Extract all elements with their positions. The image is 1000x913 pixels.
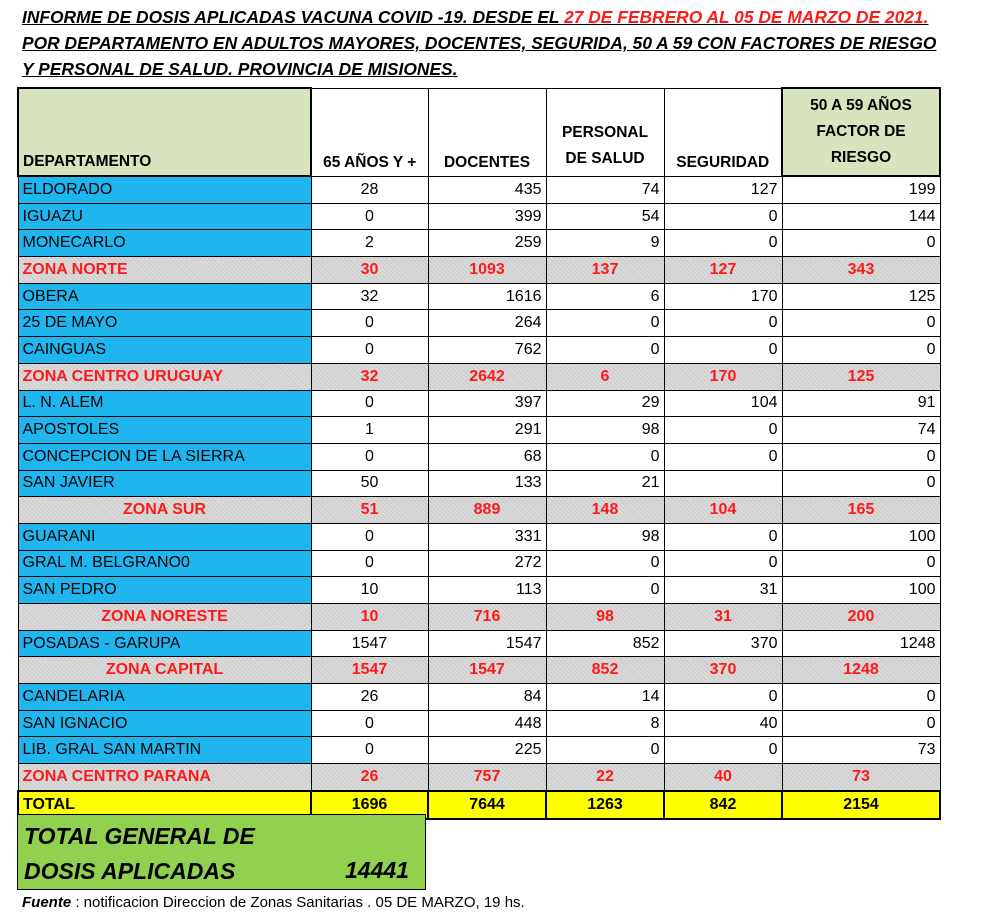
department-name: SAN JAVIER [18, 470, 311, 497]
cell-value: 1 [311, 417, 428, 444]
zone-name: ZONA NORTE [18, 257, 311, 284]
table-row [18, 710, 940, 737]
cell-value: 10 [311, 577, 428, 604]
table-row [18, 470, 940, 497]
zone-name: ZONA CAPITAL [18, 657, 311, 684]
zone-subtotal-row [18, 363, 940, 390]
cell-value: 272 [428, 550, 546, 577]
cell-value: 852 [546, 630, 664, 657]
cell-value: 98 [546, 604, 664, 631]
cell-value: 331 [428, 523, 546, 550]
title-dates: 27 DE FEBRERO AL 05 DE MARZO DE 2021. [564, 7, 929, 27]
cell-value: 264 [428, 310, 546, 337]
cell-value: 0 [311, 443, 428, 470]
cell-value: 448 [428, 710, 546, 737]
cell-value: 343 [782, 257, 940, 284]
cell-value: 0 [311, 310, 428, 337]
grand-total-value: 14441 [345, 857, 409, 883]
cell-value: 40 [664, 710, 782, 737]
cell-value: 757 [428, 764, 546, 791]
department-name: 25 DE MAYO [18, 310, 311, 337]
table-row [18, 176, 940, 203]
cell-value: 2642 [428, 363, 546, 390]
department-name: CONCEPCION DE LA SIERRA [18, 443, 311, 470]
department-name: SAN IGNACIO [18, 710, 311, 737]
cell-value: 170 [664, 363, 782, 390]
zone-subtotal-row [18, 497, 940, 524]
cell-value: 98 [546, 417, 664, 444]
cell-value: 127 [664, 257, 782, 284]
cell-value: 32 [311, 363, 428, 390]
total-value: 2154 [782, 791, 940, 819]
grand-total-box [17, 814, 426, 890]
title-line-2: POR DEPARTAMENTO EN ADULTOS MAYORES, DOCENTES, SEGURIDA, 50 A 59 CON FACTORES DE RIESGO [22, 33, 937, 53]
cell-value: 31 [664, 577, 782, 604]
cell-value: 125 [782, 363, 940, 390]
cell-value: 0 [664, 523, 782, 550]
header-riesgo-l3: RIESGO [830, 149, 892, 166]
cell-value: 1547 [428, 657, 546, 684]
department-name: GRAL M. BELGRANO0 [18, 550, 311, 577]
header-mayores: 65 AÑOS Y + [311, 88, 428, 176]
title-prefix: INFORME DE DOSIS APLICADAS VACUNA COVID -19. DESDE EL [22, 7, 565, 27]
table-row [18, 630, 940, 657]
cell-value: 8 [546, 710, 664, 737]
cell-value: 10 [311, 604, 428, 631]
table-row [18, 737, 940, 764]
title-line-3: Y PERSONAL DE SALUD. PROVINCIA DE MISIONES. [22, 59, 458, 79]
cell-value: 0 [664, 203, 782, 230]
source-footer [22, 894, 525, 911]
cell-value: 0 [546, 337, 664, 364]
grand-total-label-l2: DOSIS APLICADAS [24, 858, 236, 884]
cell-value: 74 [782, 417, 940, 444]
cell-value: 397 [428, 390, 546, 417]
table-row [18, 390, 940, 417]
cell-value: 6 [546, 283, 664, 310]
cell-value: 6 [546, 363, 664, 390]
cell-value: 1248 [782, 630, 940, 657]
cell-value: 200 [782, 604, 940, 631]
cell-value: 0 [311, 550, 428, 577]
cell-value: 259 [428, 230, 546, 257]
cell-value: 0 [782, 310, 940, 337]
cell-value: 0 [664, 550, 782, 577]
cell-value: 0 [546, 443, 664, 470]
header-personal-l2: DE SALUD [565, 149, 645, 167]
cell-value: 54 [546, 203, 664, 230]
department-name: APOSTOLES [18, 417, 311, 444]
cell-value: 0 [546, 577, 664, 604]
cell-value: 100 [782, 523, 940, 550]
cell-value: 399 [428, 203, 546, 230]
table-row [18, 550, 940, 577]
cell-value: 0 [782, 550, 940, 577]
cell-value: 30 [311, 257, 428, 284]
cell-value: 1616 [428, 283, 546, 310]
cell-value: 113 [428, 577, 546, 604]
cell-value: 852 [546, 657, 664, 684]
cell-value: 14 [546, 684, 664, 711]
cell-value: 91 [782, 390, 940, 417]
header-riesgo-l1: 50 A 59 AÑOS [810, 97, 912, 114]
header-riesgo-l2: FACTOR DE [816, 123, 906, 140]
cell-value: 435 [428, 176, 546, 203]
table-row [18, 283, 940, 310]
zone-name: ZONA CENTRO PARANA [18, 764, 311, 791]
cell-value: 26 [311, 764, 428, 791]
header-seguridad: SEGURIDAD [664, 88, 782, 176]
total-value: 1263 [546, 791, 664, 819]
header-personal-l1: PERSONAL [561, 123, 649, 141]
table-row [18, 310, 940, 337]
cell-value: 9 [546, 230, 664, 257]
cell-value: 148 [546, 497, 664, 524]
cell-value: 370 [664, 657, 782, 684]
cell-value: 370 [664, 630, 782, 657]
cell-value: 291 [428, 417, 546, 444]
cell-value: 165 [782, 497, 940, 524]
cell-value: 0 [311, 390, 428, 417]
cell-value: 40 [664, 764, 782, 791]
cell-value: 1248 [782, 657, 940, 684]
table-row [18, 577, 940, 604]
cell-value: 0 [664, 737, 782, 764]
cell-value: 104 [664, 497, 782, 524]
cell-value: 74 [546, 176, 664, 203]
department-name: MONECARLO [18, 230, 311, 257]
zone-name: ZONA CENTRO URUGUAY [18, 363, 311, 390]
source-label: Fuente [22, 894, 72, 911]
cell-value: 144 [782, 203, 940, 230]
cell-value: 170 [664, 283, 782, 310]
cell-value: 104 [664, 390, 782, 417]
cell-value: 73 [782, 764, 940, 791]
department-name: L. N. ALEM [18, 390, 311, 417]
cell-value: 100 [782, 577, 940, 604]
cell-value: 125 [782, 283, 940, 310]
cell-value: 1547 [311, 630, 428, 657]
table-row [18, 523, 940, 550]
cell-value: 0 [664, 443, 782, 470]
cell-value: 0 [664, 417, 782, 444]
cell-value: 0 [546, 310, 664, 337]
cell-value: 0 [664, 310, 782, 337]
header-departamento: DEPARTAMENTO [18, 88, 311, 176]
total-value: 7644 [428, 791, 546, 819]
doses-table [17, 87, 941, 820]
cell-value: 0 [664, 337, 782, 364]
table-row [18, 230, 940, 257]
cell-value: 22 [546, 764, 664, 791]
total-value: 1696 [311, 791, 428, 819]
cell-value: 28 [311, 176, 428, 203]
cell-value: 26 [311, 684, 428, 711]
cell-value: 0 [782, 684, 940, 711]
cell-value: 21 [546, 470, 664, 497]
zone-name: ZONA SUR [18, 497, 311, 524]
cell-value: 1093 [428, 257, 546, 284]
cell-value: 2 [311, 230, 428, 257]
cell-value: 762 [428, 337, 546, 364]
department-name: ELDORADO [18, 176, 311, 203]
table-row [18, 417, 940, 444]
cell-value: 50 [311, 470, 428, 497]
zone-subtotal-row [18, 657, 940, 684]
cell-value: 51 [311, 497, 428, 524]
cell-value: 0 [782, 710, 940, 737]
department-name: IGUAZU [18, 203, 311, 230]
department-name: OBERA [18, 283, 311, 310]
cell-value: 29 [546, 390, 664, 417]
total-label: TOTAL [18, 791, 311, 819]
cell-value: 0 [311, 523, 428, 550]
cell-value: 133 [428, 470, 546, 497]
cell-value: 32 [311, 283, 428, 310]
cell-value: 0 [311, 710, 428, 737]
total-value: 842 [664, 791, 782, 819]
table-row [18, 337, 940, 364]
cell-value: 0 [664, 684, 782, 711]
cell-value: 0 [782, 230, 940, 257]
report-title [22, 4, 997, 82]
header-factor-riesgo [782, 88, 940, 176]
cell-value [664, 470, 782, 497]
table-row [18, 203, 940, 230]
cell-value: 0 [782, 337, 940, 364]
cell-value: 137 [546, 257, 664, 284]
cell-value: 0 [311, 203, 428, 230]
department-name: CANDELARIA [18, 684, 311, 711]
cell-value: 0 [664, 230, 782, 257]
zone-name: ZONA NORESTE [18, 604, 311, 631]
zone-subtotal-row [18, 257, 940, 284]
header-docentes: DOCENTES [428, 88, 546, 176]
cell-value: 84 [428, 684, 546, 711]
department-name: CAINGUAS [18, 337, 311, 364]
cell-value: 225 [428, 737, 546, 764]
cell-value: 0 [311, 337, 428, 364]
cell-value: 199 [782, 176, 940, 203]
department-name: LIB. GRAL SAN MARTIN [18, 737, 311, 764]
zone-subtotal-row [18, 604, 940, 631]
cell-value: 716 [428, 604, 546, 631]
cell-value: 68 [428, 443, 546, 470]
table-row [18, 684, 940, 711]
zone-subtotal-row [18, 764, 940, 791]
table-body [18, 176, 940, 819]
cell-value: 889 [428, 497, 546, 524]
cell-value: 0 [782, 443, 940, 470]
grand-total-label [24, 819, 314, 889]
table-row [18, 443, 940, 470]
source-text: : notificacion Direccion de Zonas Sanitarias . 05 DE MARZO, 19 hs. [71, 894, 525, 911]
cell-value: 0 [546, 550, 664, 577]
header-personal-salud [546, 88, 664, 176]
department-name: POSADAS - GARUPA [18, 630, 311, 657]
department-name: SAN PEDRO [18, 577, 311, 604]
cell-value: 0 [311, 737, 428, 764]
header-row [18, 88, 940, 176]
cell-value: 1547 [428, 630, 546, 657]
cell-value: 1547 [311, 657, 428, 684]
department-name: GUARANI [18, 523, 311, 550]
cell-value: 31 [664, 604, 782, 631]
grand-total-label-l1: TOTAL GENERAL DE [24, 823, 255, 849]
cell-value: 127 [664, 176, 782, 203]
cell-value: 0 [782, 470, 940, 497]
cell-value: 73 [782, 737, 940, 764]
cell-value: 98 [546, 523, 664, 550]
cell-value: 0 [546, 737, 664, 764]
title-line-1 [22, 4, 997, 30]
